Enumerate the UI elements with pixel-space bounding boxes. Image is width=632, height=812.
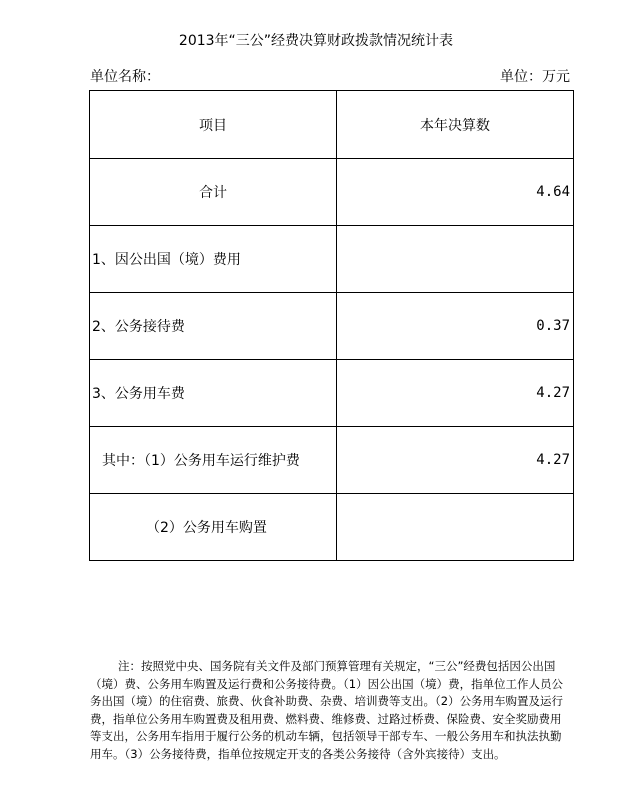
table-row [90, 360, 574, 427]
statistics-table [89, 90, 574, 561]
table-row [90, 226, 574, 293]
row-item-vehicle-maintenance: 其中：（1）公务用车运行维护费 [90, 427, 337, 494]
table-row [90, 494, 574, 561]
table-row [90, 427, 574, 494]
table-row [90, 159, 574, 226]
row-item-vehicle: 3、公务用车费 [90, 360, 337, 427]
row-value-vehicle-maintenance: 4.27 [337, 427, 574, 494]
row-value-vehicle: 4.27 [337, 360, 574, 427]
row-item-vehicle-purchase: （2）公务用车购置 [90, 494, 337, 561]
table-header-row [90, 91, 574, 159]
row-value-reception: 0.37 [337, 293, 574, 360]
header-value: 本年决算数 [337, 91, 574, 159]
row-item-overseas: 1、因公出国（境）费用 [90, 226, 337, 293]
header-item: 项目 [90, 91, 337, 159]
row-value-total: 4.64 [337, 159, 574, 226]
row-value-vehicle-purchase [337, 494, 574, 561]
unit-name-label: 单位名称： [90, 69, 160, 85]
table-row [90, 293, 574, 360]
row-item-total: 合计 [90, 159, 337, 226]
row-item-reception: 2、公务接待费 [90, 293, 337, 360]
row-value-overseas [337, 226, 574, 293]
footnote: 注：按照党中央、国务院有关文件及部门预算管理有关规定，“三公”经费包括因公出国（境）费、公务用车购置及运行费和公务接待费。（1）因公出国（境）费，指单位工作人员公务出国（境）的住宿费、旅费、伙食补助费、杂费、培训费等支出。（2）公务用车购置及运行费，指单位公务用车购置费及租用费、燃料费、维修费、过路过桥费、保险费、安全奖励费用等支出，公务用车指用于履行公务的机动车辆，包括领导干部专车、一般公务用车和执法执勤用车。（3）公务接待费，指单位按规定开支的各类公务接待（含外宾接待）支出。 [90, 659, 564, 761]
page-title: 2013年“三公”经费决算财政拨款情况统计表 [178, 33, 454, 49]
unit-label: 单位：万元 [500, 69, 570, 85]
